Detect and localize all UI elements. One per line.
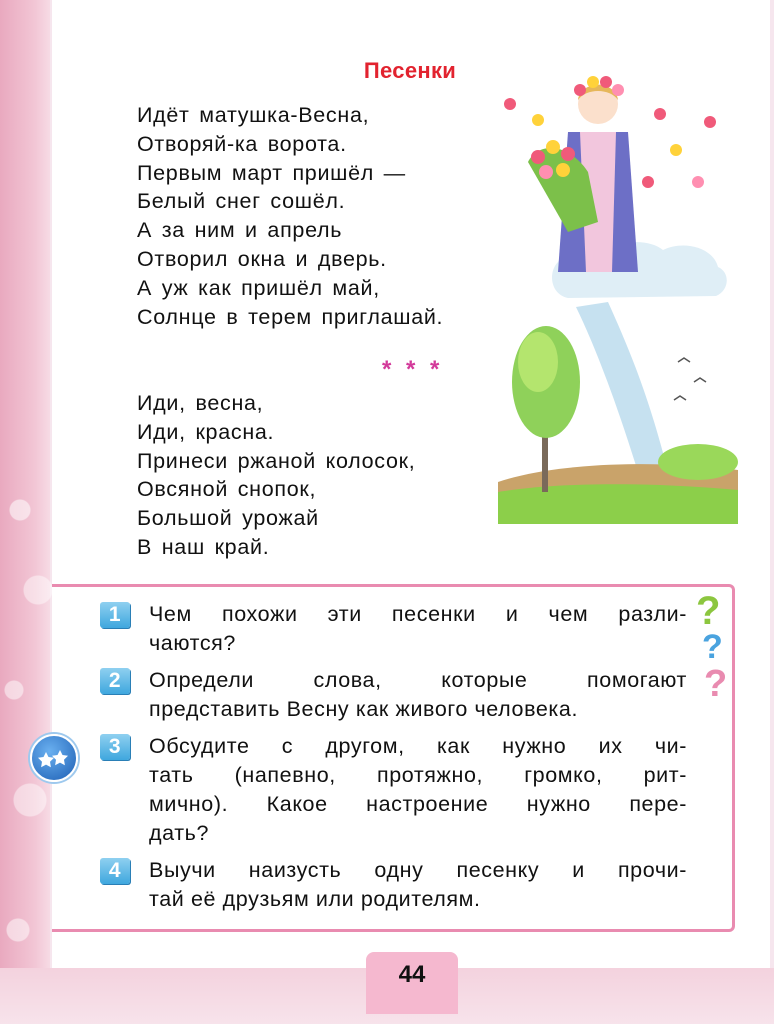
svg-text:?: ? xyxy=(704,663,728,705)
question-line: дать? xyxy=(149,821,210,845)
poem-line: Солнце в терем приглашай. xyxy=(137,304,444,329)
poem-line: Иди, весна, xyxy=(137,391,264,415)
poem-separator: * * * xyxy=(382,356,444,383)
poem-line: Белый снег сошёл. xyxy=(137,189,346,214)
poem-line: Отворил окна и дверь. xyxy=(137,246,387,271)
page-number: 44 xyxy=(366,952,458,1014)
question-3 xyxy=(102,732,687,848)
poem-line: Первым март пришёл — xyxy=(137,160,406,185)
question-number-badge: 2 xyxy=(100,668,130,694)
question-4 xyxy=(102,856,687,914)
poem-line: Овсяной снопок, xyxy=(137,477,317,502)
pair-work-icon xyxy=(30,734,78,782)
question-line: мично). Какое настроение нужно пере- xyxy=(149,792,687,816)
poem-line: А за ним и апрель xyxy=(137,218,343,243)
question-line: Чем похожи эти песенки и чем разли- xyxy=(149,602,687,626)
spring-maiden-illustration xyxy=(498,62,738,524)
question-line: чаются? xyxy=(149,631,236,655)
poem-line: В наш край. xyxy=(137,534,270,559)
poem-line: Принеси ржаной колосок, xyxy=(137,448,416,473)
question-line: Определи слова, которые помогают xyxy=(149,668,687,692)
question-1 xyxy=(102,600,687,658)
question-marks-icon xyxy=(694,586,738,706)
question-2 xyxy=(102,666,687,724)
poem-first xyxy=(137,101,443,331)
question-line: Обсудите с другом, как нужно их чи- xyxy=(149,734,687,758)
poem-line: А уж как пришёл май, xyxy=(137,275,380,300)
question-line: представить Весну как живого человека. xyxy=(149,697,579,721)
poem-line: Иди, красна. xyxy=(137,419,275,444)
svg-text:?: ? xyxy=(696,589,721,633)
poem-line: Отворяй-ка ворота. xyxy=(137,131,347,156)
question-number-badge: 3 xyxy=(100,734,130,760)
poem-second xyxy=(137,389,415,562)
poem-line: Идёт матушка-Весна, xyxy=(137,103,370,127)
question-line: тай её друзьям или родителям. xyxy=(149,887,481,911)
question-number-badge: 4 xyxy=(100,858,130,884)
question-line: Выучи наизусть одну песенку и прочи- xyxy=(149,858,687,882)
question-number-badge: 1 xyxy=(100,602,130,628)
svg-text:?: ? xyxy=(702,628,723,666)
poem-line: Большой урожай xyxy=(137,506,319,531)
page-title: Песенки xyxy=(363,58,457,83)
question-line: тать (напевно, протяжно, громко, рит- xyxy=(149,763,687,787)
